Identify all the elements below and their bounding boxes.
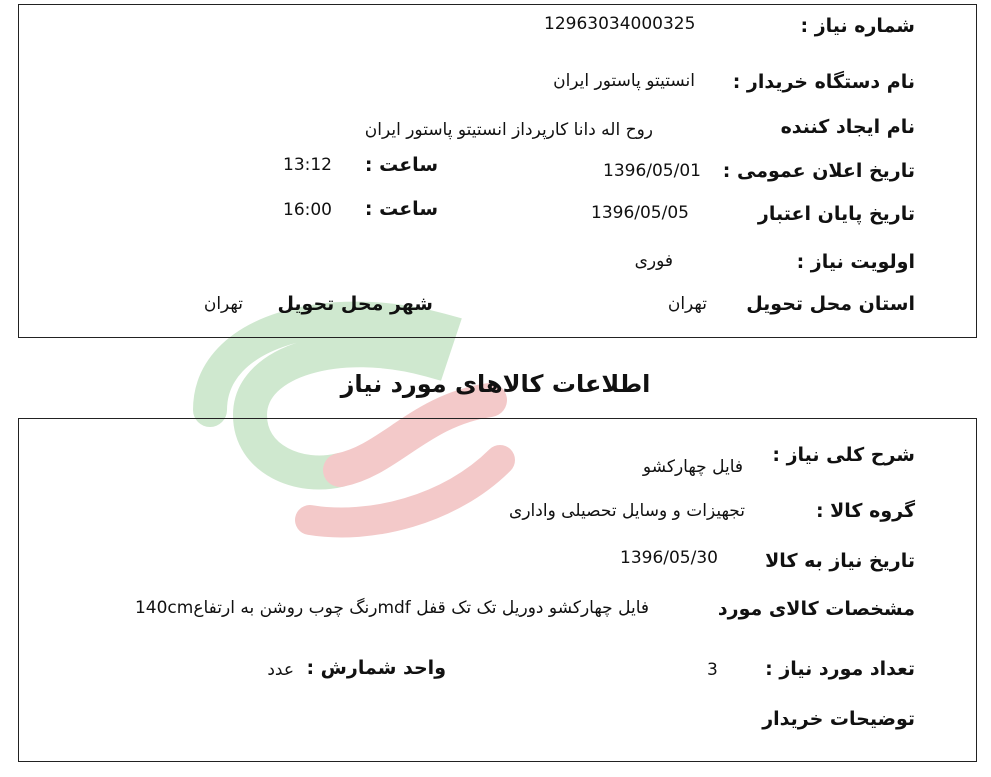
announce-date-label: تاریخ اعلان عمومی : — [722, 160, 915, 182]
province-value: تهران — [667, 294, 707, 314]
unit-label: واحد شمارش : — [306, 657, 446, 679]
quantity-label: تعداد مورد نیاز : — [765, 658, 915, 680]
priority-value: فوری — [634, 251, 673, 271]
expiry-date-label: تاریخ پایان اعتبار — [757, 203, 915, 225]
priority-label: اولویت نیاز : — [796, 251, 915, 273]
buyer-label: نام دستگاه خریدار : — [732, 71, 915, 93]
summary-value: فایل چهارکشو — [642, 457, 743, 477]
need-number: 12963034000325 — [544, 14, 696, 34]
city-label: شهر محل تحویل — [277, 293, 433, 315]
unit-value: عدد — [267, 660, 294, 680]
goods-group-value: تجهیزات و وسایل تحصیلی واداری — [509, 501, 745, 521]
need-date-label: تاریخ نیاز به کالا — [765, 550, 915, 572]
announce-time: 13:12 — [283, 155, 332, 175]
goods-section-title: اطلاعات کالاهای مورد نیاز — [340, 370, 651, 398]
creator-label: نام ایجاد کننده — [780, 116, 915, 138]
announce-time-label: ساعت : — [364, 154, 438, 176]
buyer-name: انستیتو پاستور ایران — [553, 71, 695, 91]
need-number-label: شماره نیاز : — [800, 15, 915, 37]
announce-date: 1396/05/01 — [603, 161, 701, 181]
goods-group-label: گروه کالا : — [815, 500, 915, 522]
city-value: تهران — [203, 294, 243, 314]
quantity-value: 3 — [707, 660, 718, 680]
creator-name: روح اله دانا کارپرداز انستیتو پاستور ایران — [364, 120, 653, 140]
buyer-notes-label: توضیحات خریدار — [762, 708, 915, 730]
specs-value: فایل چهارکشو دوریل تک تک قفل mdfرنگ چوب روشن به ارتفاع140cm — [134, 598, 649, 618]
expiry-date: 1396/05/05 — [591, 203, 689, 223]
province-label: استان محل تحویل — [746, 293, 915, 315]
specs-label: مشخصات کالای مورد — [717, 598, 915, 620]
summary-label: شرح کلی نیاز : — [772, 444, 915, 466]
need-date-value: 1396/05/30 — [620, 548, 718, 568]
expiry-time-label: ساعت : — [364, 198, 438, 220]
expiry-time: 16:00 — [283, 200, 332, 220]
